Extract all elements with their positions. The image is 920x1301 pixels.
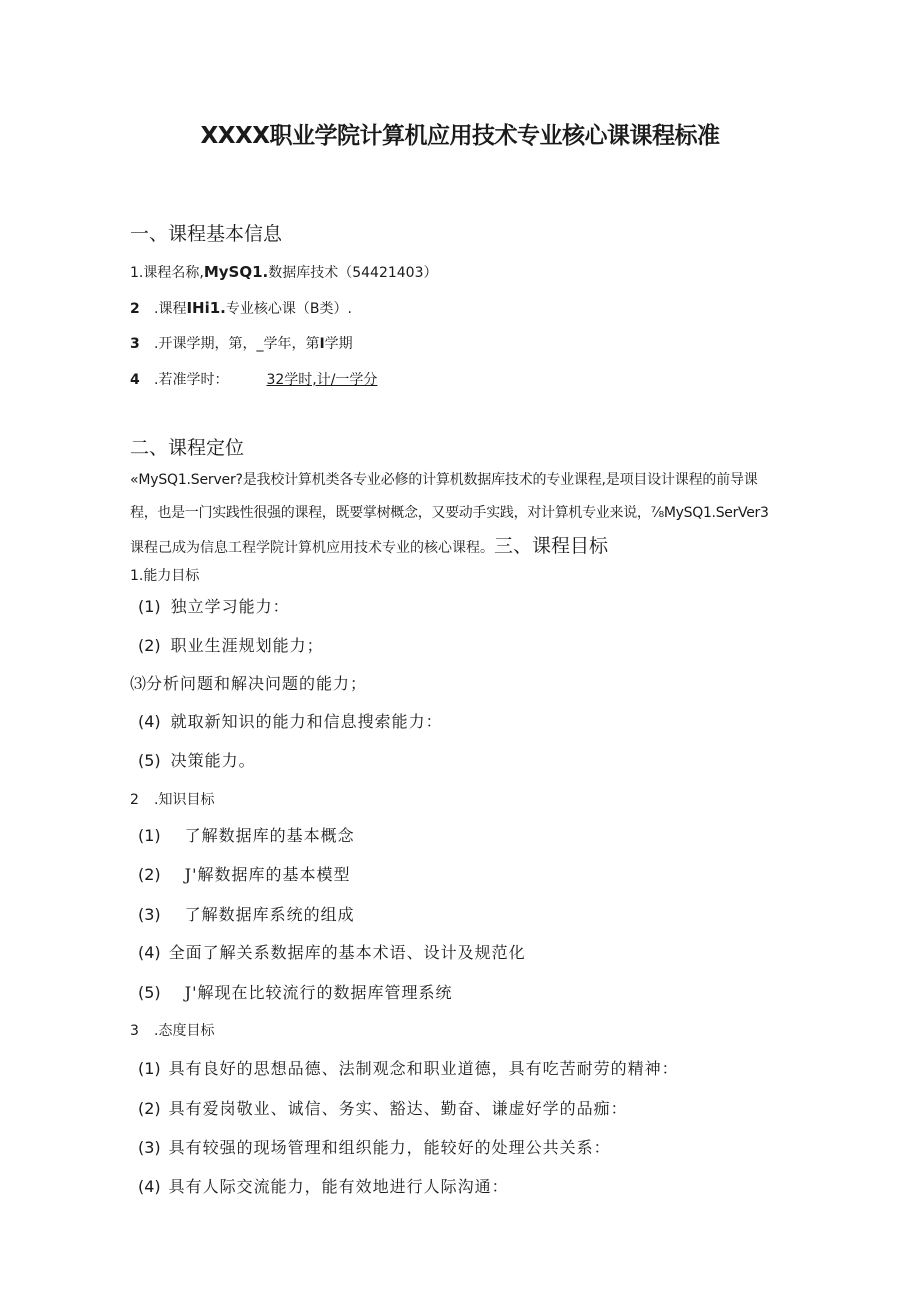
item-label: (1)	[138, 597, 161, 616]
item-text: 了解数据库的基本概念	[184, 826, 355, 845]
item-label: (1)	[138, 1059, 161, 1078]
item-prefix-text: 课程名称,	[143, 265, 204, 281]
item-text: 独立学习能力：	[170, 597, 290, 616]
attitude-item-4	[138, 1174, 509, 1197]
semester-line	[130, 333, 353, 353]
knowledge-item-3	[138, 902, 355, 925]
attitude-item-2	[138, 1096, 628, 1119]
knowledge-item-2	[138, 862, 351, 885]
document-title: XXXX职业学院计算机应用技术专业核心课课程标准	[200, 123, 720, 149]
item-number: 3	[130, 336, 140, 352]
section-heading-positioning: 二、课程定位	[130, 437, 245, 459]
item-text: 具有较强的现场管理和组织能力，能较好的处理公共关系：	[168, 1138, 611, 1157]
item-prefix-text: .课程	[154, 301, 187, 317]
item-text: J'解现在比较流行的数据库管理系统	[184, 983, 453, 1002]
item-text: 具有良好的思想品德、法制观念和职业道德，具有吃苦耐劳的精神：	[168, 1059, 679, 1078]
label-text: .知识目标	[154, 792, 215, 808]
item-rest: 32学时,计/一学分	[266, 372, 378, 388]
item-number: 2	[130, 792, 139, 808]
item-text: 分析问题和解决问题的能力；	[146, 674, 368, 693]
knowledge-item-5	[138, 980, 453, 1003]
item-label: (4)	[138, 943, 161, 962]
attitude-item-3	[138, 1135, 611, 1158]
course-type-line	[130, 298, 352, 318]
item-text: 全面了解关系数据库的基本术语、设计及规范化	[168, 943, 526, 962]
item-rest: 学期	[324, 336, 353, 352]
label-text: .态度目标	[154, 1023, 215, 1039]
knowledge-objectives-label	[130, 789, 214, 809]
item-label: (2)	[138, 865, 161, 884]
ability-item-1	[138, 594, 290, 617]
item-label: (2)	[138, 1099, 161, 1118]
item-label: (3)	[138, 905, 161, 924]
item-label: (5)	[138, 983, 161, 1002]
item-text: 具有人际交流能力，能有效地进行人际沟通：	[168, 1177, 509, 1196]
item-label: (3)	[138, 1138, 161, 1157]
ability-item-5	[138, 748, 256, 771]
item-prefix-text: .开课学期，第，_学年，第	[154, 336, 320, 352]
positioning-line-3	[130, 531, 608, 558]
item-number: 3	[130, 1023, 139, 1039]
item-rest: 专业核心课（B类）.	[225, 301, 352, 317]
item-label: (1)	[138, 826, 161, 845]
item-prefix: 1.	[130, 265, 144, 281]
item-prefix-text: .若准学时：	[154, 372, 229, 388]
positioning-line-1: «MySQ1.Server?是我校计算机类各专业必修的计算机数据库技术的专业课程,是项目设计课程的前导课	[130, 472, 758, 488]
positioning-line-3-text: 课程己成为信息工程学院计算机应用技术专业的核心课程。	[130, 540, 494, 556]
section-heading-objectives: 三、课程目标	[494, 535, 609, 557]
ability-item-2	[138, 633, 324, 656]
item-text: 决策能力。	[170, 751, 256, 770]
item-label: (2)	[138, 636, 161, 655]
hours-line	[130, 369, 377, 389]
attitude-objectives-label	[130, 1020, 214, 1040]
knowledge-item-4	[138, 940, 526, 963]
item-number: 4	[130, 372, 140, 388]
positioning-line-2: 程，也是一门实践性很强的课程，既要掌树概念，又要动手实践，对计算机专业来说，⅞MySQ1.SerVer3	[130, 505, 769, 521]
item-label: (4)	[138, 1177, 161, 1196]
attitude-item-1	[138, 1056, 679, 1079]
knowledge-item-1	[138, 823, 355, 846]
item-label: (5)	[138, 751, 161, 770]
item-text: 了解数据库系统的组成	[184, 905, 355, 924]
item-rest: 数据库技术（54421403）	[268, 265, 438, 281]
course-name-line	[130, 262, 437, 282]
item-text: 职业生涯规划能力；	[170, 636, 324, 655]
item-bold: I	[319, 336, 325, 352]
item-text: J'解数据库的基本模型	[184, 865, 351, 884]
section-heading-basic-info: 一、课程基本信息	[130, 223, 283, 245]
item-text: 具有爱岗敬业、诚信、务实、豁达、勤奋、谦虚好学的品痂：	[168, 1099, 628, 1118]
ability-item-3	[130, 671, 367, 694]
item-label: (4)	[138, 712, 161, 731]
item-number: 2	[130, 301, 140, 317]
item-bold: MySQ1.	[203, 263, 269, 281]
item-label: ⑶	[130, 674, 147, 693]
ability-objectives-label: 1.能力目标	[130, 568, 200, 584]
item-text: 就取新知识的能力和信息搜索能力：	[170, 712, 443, 731]
item-bold: IHi1.	[186, 299, 226, 317]
ability-item-4	[138, 709, 443, 732]
